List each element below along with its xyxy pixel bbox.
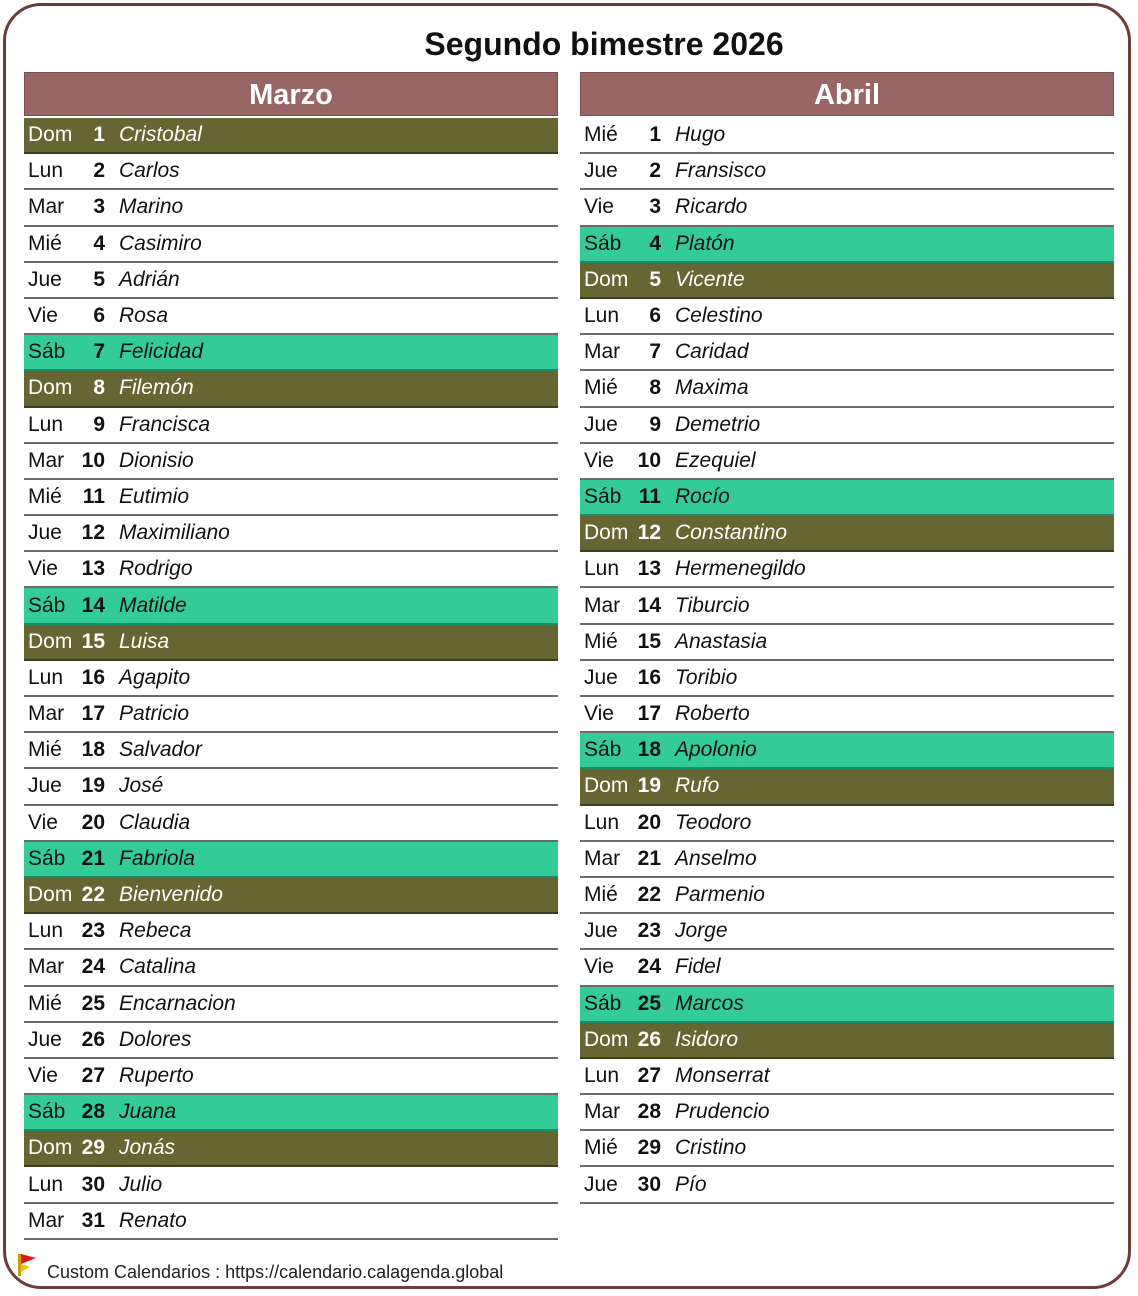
- saint-name: Cristobal: [119, 123, 202, 147]
- saint-name: Maximiliano: [119, 521, 230, 545]
- day-number: 25: [637, 991, 661, 1015]
- day-of-week: Mar: [584, 1100, 621, 1124]
- day-row: [580, 190, 1114, 226]
- day-row: [580, 1059, 1114, 1095]
- saint-name: Caridad: [675, 340, 749, 364]
- day-row: [24, 444, 558, 480]
- day-number: 16: [81, 665, 105, 689]
- saint-name: Demetrio: [675, 412, 761, 436]
- day-of-week: Mar: [584, 340, 621, 364]
- day-number: 25: [81, 991, 105, 1015]
- day-number: 29: [81, 1136, 105, 1160]
- day-number: 5: [649, 267, 661, 291]
- day-of-week: Dom: [584, 774, 629, 798]
- day-number: 10: [81, 448, 105, 472]
- day-row: [580, 842, 1114, 878]
- day-row: [580, 625, 1114, 661]
- day-of-week: Lun: [28, 919, 64, 943]
- saint-name: Platón: [675, 231, 735, 255]
- saint-name: Rebeca: [119, 919, 192, 943]
- day-of-week: Mar: [28, 702, 65, 726]
- day-row: [580, 335, 1114, 371]
- day-number: 18: [637, 738, 661, 762]
- day-row: [24, 299, 558, 335]
- day-row: [580, 154, 1114, 190]
- day-row: [580, 118, 1114, 154]
- day-row: [580, 878, 1114, 914]
- saint-name: Rodrigo: [119, 557, 193, 581]
- day-number: 14: [637, 593, 661, 617]
- saint-name: Agapito: [119, 665, 191, 689]
- saint-name: Ezequiel: [675, 448, 756, 472]
- day-of-week: Mié: [28, 484, 62, 508]
- saint-name: Hermenegildo: [675, 557, 806, 581]
- day-of-week: Jue: [584, 159, 618, 183]
- day-number: 7: [93, 340, 105, 364]
- month-column-marzo: [24, 72, 558, 1240]
- day-row: [580, 1131, 1114, 1167]
- saint-name: José: [119, 774, 164, 798]
- day-number: 5: [93, 267, 105, 291]
- saint-name: Filemón: [119, 376, 194, 400]
- day-number: 24: [637, 955, 661, 979]
- saint-name: Monserrat: [675, 1063, 770, 1087]
- day-number: 12: [637, 521, 661, 545]
- day-row: [24, 588, 558, 624]
- day-of-week: Jue: [28, 1027, 62, 1051]
- day-number: 13: [81, 557, 105, 581]
- saint-name: Marcos: [675, 991, 744, 1015]
- saint-name: Eutimio: [119, 484, 190, 508]
- day-row: [580, 1023, 1114, 1059]
- saint-name: Rocío: [675, 484, 730, 508]
- day-of-week: Mié: [584, 1136, 618, 1160]
- day-number: 10: [637, 448, 661, 472]
- day-of-week: Vie: [28, 557, 58, 581]
- day-number: 17: [81, 702, 105, 726]
- day-of-week: Dom: [28, 883, 73, 907]
- day-of-week: Sáb: [28, 593, 66, 617]
- day-row: [24, 516, 558, 552]
- saint-name: Patricio: [119, 702, 190, 726]
- day-number: 21: [81, 846, 105, 870]
- day-of-week: Jue: [28, 267, 62, 291]
- day-row: [24, 1059, 558, 1095]
- day-of-week: Jue: [584, 1172, 618, 1196]
- saint-name: Fidel: [675, 955, 721, 979]
- day-of-week: Mié: [28, 738, 62, 762]
- day-row: [24, 806, 558, 842]
- month-header: Marzo: [24, 72, 558, 116]
- day-of-week: Mar: [28, 955, 65, 979]
- day-of-week: Sáb: [28, 1100, 66, 1124]
- saint-name: Anastasia: [675, 629, 768, 653]
- day-row: [580, 733, 1114, 769]
- day-row: [580, 552, 1114, 588]
- day-of-week: Dom: [28, 123, 73, 147]
- day-list: [24, 118, 558, 1240]
- day-number: 15: [81, 629, 105, 653]
- day-row: [580, 371, 1114, 407]
- day-of-week: Mié: [584, 883, 618, 907]
- day-row: [24, 661, 558, 697]
- footer-text: Custom Calendarios : https://calendario.calagenda.global: [47, 1262, 504, 1282]
- day-number: 16: [637, 665, 661, 689]
- saint-name: Adrián: [119, 267, 180, 291]
- day-of-week: Lun: [584, 810, 620, 834]
- day-of-week: Jue: [584, 412, 618, 436]
- day-number: 19: [81, 774, 105, 798]
- day-of-week: Sáb: [584, 738, 622, 762]
- day-row: [580, 769, 1114, 805]
- day-of-week: Vie: [28, 1063, 58, 1087]
- saint-name: Ruperto: [119, 1063, 194, 1087]
- day-row: [24, 878, 558, 914]
- day-row: [24, 263, 558, 299]
- saint-name: Casimiro: [119, 231, 202, 255]
- day-number: 29: [637, 1136, 661, 1160]
- saint-name: Luisa: [119, 629, 170, 653]
- day-row: [580, 408, 1114, 444]
- day-number: 1: [649, 123, 661, 147]
- day-number: 31: [81, 1208, 105, 1232]
- saint-name: Dolores: [119, 1027, 192, 1051]
- saint-name: Matilde: [119, 593, 187, 617]
- day-of-week: Lun: [584, 557, 620, 581]
- day-row: [24, 697, 558, 733]
- saint-name: Jonás: [119, 1136, 176, 1160]
- day-number: 21: [637, 846, 661, 870]
- day-number: 17: [637, 702, 661, 726]
- day-number: 9: [93, 412, 105, 436]
- day-number: 26: [637, 1027, 661, 1051]
- day-of-week: Vie: [584, 448, 614, 472]
- day-row: [24, 154, 558, 190]
- saint-name: Cristino: [675, 1136, 747, 1160]
- day-of-week: Jue: [584, 665, 618, 689]
- day-number: 3: [649, 195, 661, 219]
- day-of-week: Jue: [28, 521, 62, 545]
- saint-name: Catalina: [119, 955, 197, 979]
- day-of-week: Sáb: [28, 340, 66, 364]
- saint-name: Tiburcio: [675, 593, 750, 617]
- day-number: 30: [81, 1172, 105, 1196]
- day-of-week: Mié: [584, 376, 618, 400]
- saint-name: Isidoro: [675, 1027, 739, 1051]
- day-number: 3: [93, 195, 105, 219]
- day-of-week: Vie: [584, 955, 614, 979]
- day-row: [24, 769, 558, 805]
- saint-name: Jorge: [675, 919, 728, 943]
- saint-name: Encarnacion: [119, 991, 236, 1015]
- day-of-week: Dom: [584, 1027, 629, 1051]
- day-row: [580, 299, 1114, 335]
- day-number: 26: [81, 1027, 105, 1051]
- saint-name: Hugo: [675, 123, 726, 147]
- day-of-week: Dom: [584, 521, 629, 545]
- saint-name: Parmenio: [675, 883, 765, 907]
- saint-name: Juana: [119, 1100, 177, 1124]
- day-row: [24, 1023, 558, 1059]
- day-number: 12: [81, 521, 105, 545]
- day-row: [24, 1204, 558, 1240]
- saint-name: Celestino: [675, 304, 763, 328]
- day-number: 20: [637, 810, 661, 834]
- day-row: [580, 516, 1114, 552]
- day-of-week: Mié: [28, 991, 62, 1015]
- saint-name: Salvador: [119, 738, 202, 762]
- day-of-week: Sáb: [584, 231, 622, 255]
- day-of-week: Jue: [584, 919, 618, 943]
- day-of-week: Lun: [28, 412, 64, 436]
- day-number: 22: [637, 883, 661, 907]
- day-number: 22: [81, 883, 105, 907]
- day-of-week: Lun: [28, 1172, 64, 1196]
- day-row: [580, 227, 1114, 263]
- day-number: 20: [81, 810, 105, 834]
- day-of-week: Vie: [28, 304, 58, 328]
- day-number: 18: [81, 738, 105, 762]
- day-number: 19: [637, 774, 661, 798]
- day-of-week: Lun: [28, 159, 64, 183]
- saint-name: Rufo: [675, 774, 720, 798]
- day-row: [24, 1095, 558, 1131]
- day-of-week: Sáb: [584, 484, 622, 508]
- day-of-week: Jue: [28, 774, 62, 798]
- day-of-week: Mar: [28, 1208, 65, 1232]
- day-row: [24, 118, 558, 154]
- saint-name: Pío: [675, 1172, 707, 1196]
- day-row: [24, 480, 558, 516]
- day-row: [580, 1167, 1114, 1203]
- day-number: 14: [81, 593, 105, 617]
- saint-name: Felicidad: [119, 340, 204, 364]
- saint-name: Ricardo: [675, 195, 748, 219]
- day-number: 6: [649, 304, 661, 328]
- day-of-week: Mié: [584, 629, 618, 653]
- day-of-week: Mar: [584, 846, 621, 870]
- day-row: [24, 1131, 558, 1167]
- day-of-week: Lun: [584, 304, 620, 328]
- saint-name: Claudia: [119, 810, 191, 834]
- day-row: [24, 227, 558, 263]
- day-row: [24, 408, 558, 444]
- day-row: [24, 625, 558, 661]
- saint-name: Anselmo: [675, 846, 757, 870]
- saint-name: Bienvenido: [119, 883, 223, 907]
- day-row: [24, 1167, 558, 1203]
- month-column-abril: [580, 72, 1114, 1204]
- saint-name: Teodoro: [675, 810, 752, 834]
- day-of-week: Dom: [28, 1136, 73, 1160]
- day-number: 2: [649, 159, 661, 183]
- calendar-flag-icon: [16, 1252, 38, 1276]
- saint-name: Renato: [119, 1208, 187, 1232]
- day-row: [24, 987, 558, 1023]
- day-number: 4: [93, 231, 105, 255]
- day-row: [24, 335, 558, 371]
- day-of-week: Mié: [28, 231, 62, 255]
- saint-name: Constantino: [675, 521, 788, 545]
- page-title: Segundo bimestre 2026: [424, 26, 784, 62]
- day-number: 9: [649, 412, 661, 436]
- day-of-week: Vie: [584, 195, 614, 219]
- day-of-week: Dom: [28, 376, 73, 400]
- day-row: [580, 480, 1114, 516]
- saint-name: Dionisio: [119, 448, 194, 472]
- day-of-week: Vie: [28, 810, 58, 834]
- day-number: 2: [93, 159, 105, 183]
- day-number: 7: [649, 340, 661, 364]
- day-number: 8: [649, 376, 661, 400]
- day-of-week: Sáb: [28, 846, 66, 870]
- day-number: 6: [93, 304, 105, 328]
- saint-name: Roberto: [675, 702, 750, 726]
- day-row: [580, 950, 1114, 986]
- day-row: [580, 697, 1114, 733]
- saint-name: Marino: [119, 195, 184, 219]
- saint-name: Toribio: [675, 665, 738, 689]
- day-row: [580, 987, 1114, 1023]
- saint-name: Prudencio: [675, 1100, 770, 1124]
- saint-name: Francisca: [119, 412, 211, 436]
- day-of-week: Lun: [584, 1063, 620, 1087]
- day-number: 1: [93, 123, 105, 147]
- day-of-week: Mié: [584, 123, 618, 147]
- day-row: [580, 806, 1114, 842]
- saint-name: Fabriola: [119, 846, 195, 870]
- saint-name: Vicente: [675, 267, 745, 291]
- day-number: 4: [649, 231, 661, 255]
- day-number: 28: [637, 1100, 661, 1124]
- day-of-week: Dom: [28, 629, 73, 653]
- day-row: [24, 950, 558, 986]
- day-row: [24, 552, 558, 588]
- saint-name: Julio: [119, 1172, 163, 1196]
- day-row: [24, 371, 558, 407]
- saint-name: Maxima: [675, 376, 749, 400]
- day-number: 23: [637, 919, 661, 943]
- day-of-week: Mar: [28, 448, 65, 472]
- day-number: 27: [81, 1063, 105, 1087]
- day-number: 24: [81, 955, 105, 979]
- day-row: [580, 588, 1114, 624]
- day-row: [24, 914, 558, 950]
- day-number: 13: [637, 557, 661, 581]
- day-of-week: Vie: [584, 702, 614, 726]
- day-number: 8: [93, 376, 105, 400]
- day-number: 23: [81, 919, 105, 943]
- saint-name: Carlos: [119, 159, 180, 183]
- saint-name: Fransisco: [675, 159, 767, 183]
- day-number: 30: [637, 1172, 661, 1196]
- day-number: 27: [637, 1063, 661, 1087]
- day-of-week: Mar: [28, 195, 65, 219]
- day-number: 15: [637, 629, 661, 653]
- day-row: [580, 444, 1114, 480]
- day-of-week: Mar: [584, 593, 621, 617]
- day-of-week: Dom: [584, 267, 629, 291]
- day-of-week: Lun: [28, 665, 64, 689]
- month-header: Abril: [580, 72, 1114, 116]
- day-row: [580, 1095, 1114, 1131]
- day-row: [580, 263, 1114, 299]
- day-row: [24, 733, 558, 769]
- saint-name: Rosa: [119, 304, 169, 328]
- day-number: 11: [638, 484, 661, 508]
- day-row: [24, 190, 558, 226]
- day-row: [580, 661, 1114, 697]
- day-number: 28: [81, 1100, 105, 1124]
- day-list: [580, 118, 1114, 1204]
- day-row: [24, 842, 558, 878]
- day-row: [580, 914, 1114, 950]
- saint-name: Apolonio: [675, 738, 757, 762]
- day-number: 11: [82, 484, 105, 508]
- day-of-week: Sáb: [584, 991, 622, 1015]
